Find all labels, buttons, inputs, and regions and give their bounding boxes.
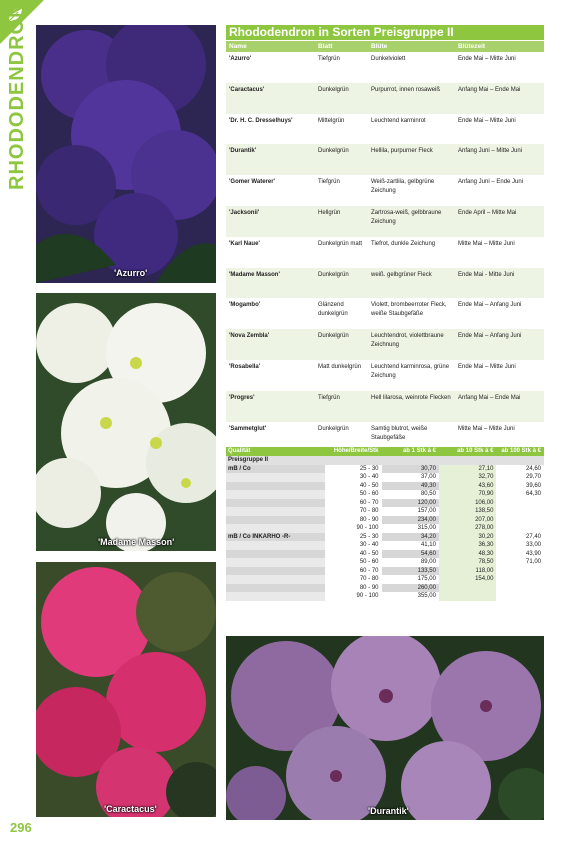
price-ab-100: 33,00 <box>526 542 542 548</box>
price-row <box>226 567 544 576</box>
table-row <box>226 52 544 83</box>
price-size: 80 - 90 <box>359 584 379 591</box>
variety-bloom: Zartrosa-weiß, gelbbraune Zeichung <box>371 209 442 225</box>
variety-bloom: Dunkelviolett <box>371 56 406 62</box>
variety-bloom: Hell lilarosa, weinrote Flecken <box>371 394 451 401</box>
price-size: 80 - 90 <box>359 516 379 523</box>
variety-name: 'Gomer Waterer' <box>229 179 275 186</box>
price-ab-1: 54,60 <box>382 550 439 559</box>
price-row <box>226 482 544 491</box>
variety-name: 'Progres' <box>229 394 255 401</box>
price-ab-1: 37,00 <box>420 474 436 480</box>
table-row <box>226 144 544 175</box>
table-row <box>226 206 544 237</box>
price-quality <box>226 490 325 499</box>
price-quality: mB / Co INKARHO -R- <box>226 533 325 542</box>
price-ab-1: 41,10 <box>420 542 436 548</box>
price-group-label: Preisgruppe II <box>228 457 269 463</box>
price-size: 90 - 100 <box>356 593 379 599</box>
variety-name: 'Mogambo' <box>229 302 261 309</box>
variety-bloom: weiß. gelbgrüner Fleck <box>371 271 432 278</box>
variety-name: 'Karl Naue' <box>229 240 260 247</box>
price-ab-100: 39,60 <box>526 482 542 489</box>
price-row <box>226 465 544 474</box>
variety-bloom-time: Ende Mai - Mitte Juni <box>458 271 515 278</box>
variety-bloom: Samtig blutrot, weiße Staubgefäße <box>371 425 428 441</box>
price-quality <box>226 541 325 550</box>
price-quality <box>226 584 325 593</box>
price-ab-100: 43,90 <box>526 550 542 557</box>
price-row <box>226 499 544 508</box>
price-ab-10: 30,20 <box>439 533 496 542</box>
price-quality <box>226 507 325 516</box>
header-ab-10: ab 10 Stk à € <box>457 448 494 454</box>
variety-bloom-time: Ende Mai – Mitte Juni <box>458 363 516 370</box>
price-row <box>226 541 544 550</box>
variety-bloom-time: Ende Mai – Mitte Juni <box>458 117 516 124</box>
variety-leaf: Dunkelgrün <box>318 86 349 93</box>
price-quality <box>226 482 325 491</box>
variety-name: 'Durantik' <box>229 148 257 155</box>
price-size: 30 - 40 <box>359 474 379 480</box>
price-ab-10: 27,10 <box>439 465 496 474</box>
price-ab-10: 154,00 <box>439 575 496 584</box>
variety-bloom: Leuchtend karminrot <box>371 117 426 124</box>
price-ab-1: 315,00 <box>417 525 436 531</box>
variety-name: 'Caractacus' <box>229 86 265 93</box>
variety-leaf: Tiefgrün <box>318 394 340 401</box>
variety-bloom: Hellila, purpurner Fleck <box>371 148 433 155</box>
price-quality <box>226 592 325 601</box>
price-size: 90 - 100 <box>356 525 379 531</box>
variety-bloom: Leuchtendrot, violettbraune Zeichnung <box>371 333 444 349</box>
variety-leaf: Matt dunkelgrün <box>318 363 362 370</box>
price-row <box>226 490 544 499</box>
variety-bloom-time: Ende Mai – Anfang Juni <box>458 333 522 340</box>
photo-caption: 'Madame Masson' <box>98 537 175 547</box>
price-quality <box>226 499 325 508</box>
price-quality <box>226 575 325 584</box>
price-ab-100: 24,60 <box>526 465 542 472</box>
price-ab-1: 34,20 <box>382 533 439 542</box>
price-quality <box>226 558 325 567</box>
price-ab-10: 78,50 <box>439 558 496 567</box>
price-size: 60 - 70 <box>359 567 379 574</box>
price-ab-100 <box>496 575 544 584</box>
variety-leaf: Dunkelgrün <box>318 148 349 155</box>
variety-bloom: Tiefrot, dunkle Zeichung <box>371 240 436 247</box>
price-size: 25 - 30 <box>359 465 379 472</box>
photo-durantik <box>226 636 544 820</box>
variety-bloom-time: Anfang Juni – Mitte Juni <box>458 148 523 155</box>
variety-bloom-time: Anfang Mai – Ende Mai <box>458 86 521 93</box>
variety-bloom-time: Ende Mai – Mitte Juni <box>458 56 516 62</box>
variety-name: 'Madame Masson' <box>229 271 280 278</box>
header-ab-1: ab 1 Stk à € <box>402 448 436 454</box>
photo-madame-masson <box>36 293 216 551</box>
variety-leaf: Dunkelgrün <box>318 425 349 432</box>
table-row <box>226 360 544 391</box>
photo-azurro <box>36 25 216 283</box>
variety-leaf: Glänzend dunkelgrün <box>318 302 348 318</box>
variety-leaf: Dunkelgrün matt <box>318 240 363 247</box>
variety-table <box>226 25 544 452</box>
table-row <box>226 114 544 145</box>
price-size: 70 - 80 <box>359 508 379 514</box>
photo-caption: 'Azurro' <box>114 268 148 278</box>
variety-leaf: Mittelgrün <box>318 117 345 124</box>
price-quality: mB / Co <box>226 465 325 474</box>
price-ab-1: 175,00 <box>417 576 436 582</box>
price-ab-1: 260,00 <box>382 584 439 593</box>
side-title: RHODODENDRON <box>6 2 28 190</box>
table-row <box>226 175 544 206</box>
price-ab-10: 36,30 <box>439 541 496 550</box>
header-ab-100: ab 100 Stk à € <box>501 448 542 454</box>
header-groesse: Höhe/Breite/Stk <box>333 448 379 454</box>
price-header <box>226 447 544 456</box>
price-row <box>226 524 544 533</box>
variety-bloom-time: Anfang Mai – Ende Mai <box>458 394 521 401</box>
price-row <box>226 507 544 516</box>
price-ab-100: 29,70 <box>526 474 542 480</box>
variety-leaf: Tiefgrün <box>318 56 340 62</box>
price-ab-1: 80,50 <box>420 491 436 497</box>
price-ab-1: 234,00 <box>382 516 439 525</box>
price-size: 40 - 50 <box>359 550 379 557</box>
variety-bloom: Purpurrot, innen rosaweiß <box>371 86 441 93</box>
photo-caractacus <box>36 562 216 817</box>
variety-name: 'Rosabella' <box>229 363 261 370</box>
price-row <box>226 592 544 601</box>
table-row <box>226 391 544 422</box>
variety-leaf: Tiefgrün <box>318 179 340 186</box>
price-table <box>226 447 544 601</box>
header-blatt: Blatt <box>318 43 333 50</box>
price-size: 50 - 60 <box>359 559 379 565</box>
price-row <box>226 516 544 525</box>
variety-bloom: Weiß-zartlila, gelbgrüne Zeichung <box>371 179 435 195</box>
price-ab-1: 120,00 <box>382 499 439 508</box>
price-ab-100: 71,00 <box>526 559 542 565</box>
variety-bloom-time: Mitte Mai – Mitte Juni <box>458 240 515 247</box>
table-row <box>226 83 544 114</box>
price-quality <box>226 524 325 533</box>
page-number: 296 <box>10 820 32 835</box>
price-ab-10: 43,60 <box>439 482 496 491</box>
header-qualitaet: Qualität <box>228 448 251 454</box>
variety-bloom-time: Anfang Juni – Ende Juni <box>458 179 524 186</box>
table-row <box>226 329 544 360</box>
price-ab-10: 48,30 <box>439 550 496 559</box>
table-row <box>226 268 544 299</box>
price-ab-10 <box>439 592 496 601</box>
price-size: 40 - 50 <box>359 482 379 489</box>
price-row <box>226 558 544 567</box>
price-row <box>226 584 544 593</box>
price-row <box>226 575 544 584</box>
price-row <box>226 550 544 559</box>
price-ab-100 <box>496 507 544 516</box>
price-quality <box>226 473 325 482</box>
variety-leaf: Dunkelgrün <box>318 271 349 278</box>
price-ab-10: 207,00 <box>439 516 496 525</box>
price-row <box>226 473 544 482</box>
price-ab-10: 138,50 <box>439 507 496 516</box>
variety-name: 'Sammetglut' <box>229 425 267 432</box>
price-ab-100 <box>496 592 544 601</box>
table-row <box>226 237 544 268</box>
header-bluetezeit: Blütezeit <box>458 43 486 50</box>
price-quality <box>226 516 325 525</box>
price-ab-1: 49,30 <box>382 482 439 491</box>
price-size: 60 - 70 <box>359 499 379 506</box>
variety-bloom-time: Ende Mai – Anfang Juni <box>458 302 522 309</box>
variety-bloom: Violett, brombeerroter Fleck, weiße Staubgefäße <box>371 302 447 318</box>
price-ab-10: 118,00 <box>439 567 496 576</box>
table-header <box>226 41 544 52</box>
header-bluete: Blüte <box>371 43 388 50</box>
price-ab-100 <box>496 524 544 533</box>
variety-name: 'Dr. H. C. Dresselhuys' <box>229 117 293 124</box>
table-title: Rhododendron in Sorten Preisgruppe II <box>226 25 544 40</box>
variety-name: 'Nova Zembla' <box>229 333 270 340</box>
variety-leaf: Hellgrün <box>318 209 341 216</box>
price-ab-10 <box>439 584 496 593</box>
price-size: 50 - 60 <box>359 491 379 497</box>
price-quality <box>226 550 325 559</box>
price-ab-10: 278,00 <box>439 524 496 533</box>
table-row <box>226 298 544 329</box>
price-ab-100: 64,30 <box>526 491 542 497</box>
price-ab-10: 70,90 <box>439 490 496 499</box>
photo-caption: 'Durantik' <box>368 806 409 816</box>
price-ab-1: 133,50 <box>382 567 439 576</box>
price-ab-100 <box>496 516 544 525</box>
price-row <box>226 533 544 542</box>
variety-name: 'Jacksonii' <box>229 209 260 216</box>
price-group-row <box>226 456 544 465</box>
price-ab-10: 32,70 <box>439 473 496 482</box>
photo-caption: 'Caractacus' <box>104 804 157 814</box>
variety-bloom-time: Ende April – Mitte Mai <box>458 209 517 216</box>
price-size: 25 - 30 <box>359 533 379 540</box>
price-ab-100 <box>496 567 544 576</box>
price-ab-10: 106,00 <box>439 499 496 508</box>
price-size: 30 - 40 <box>359 542 379 548</box>
price-ab-1: 157,00 <box>417 508 436 514</box>
variety-leaf: Dunkelgrün <box>318 333 349 340</box>
variety-bloom: Leuchtend karminrosa, grüne Zeichung <box>371 363 450 379</box>
price-ab-100: 27,40 <box>526 533 542 540</box>
price-ab-1: 355,00 <box>417 593 436 599</box>
price-ab-1: 30,70 <box>382 465 439 474</box>
price-quality <box>226 567 325 576</box>
price-ab-100 <box>496 499 544 508</box>
variety-bloom-time: Mitte Mai – Mitte Juni <box>458 425 515 432</box>
variety-name: 'Azurro' <box>229 56 252 62</box>
header-name: Name <box>229 43 247 50</box>
price-ab-1: 89,00 <box>420 559 436 565</box>
price-ab-100 <box>496 584 544 593</box>
price-size: 70 - 80 <box>359 576 379 582</box>
